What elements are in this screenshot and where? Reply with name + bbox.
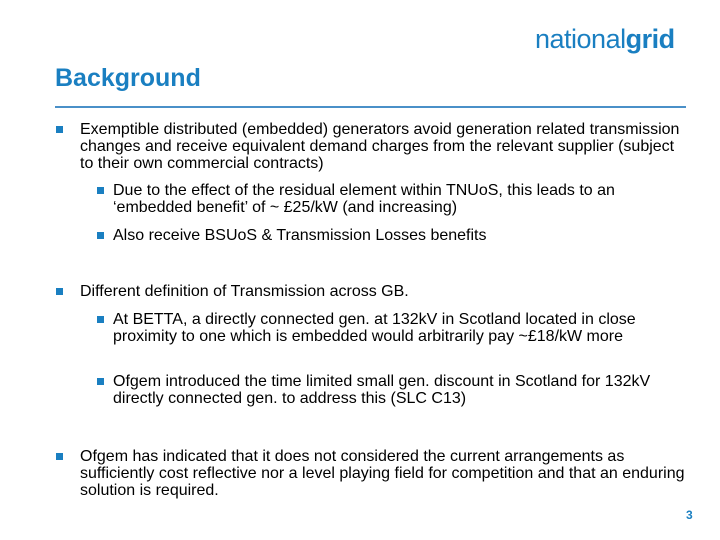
square-bullet-icon: [97, 232, 104, 239]
bullet-item: [80, 448, 690, 499]
bullet-text: Due to the effect of the residual element within TNUoS, this leads to an ‘embedded benefit’ of ~ £25/kW (and increasing): [113, 182, 615, 216]
page-number: 3: [686, 508, 693, 522]
bullet-item: [80, 121, 690, 172]
sub-bullet-item: [113, 311, 683, 345]
logo-text-national: national: [535, 24, 626, 54]
sub-bullet-item: [113, 227, 683, 244]
bullet-item: [80, 283, 690, 300]
square-bullet-icon: [56, 453, 63, 460]
title-divider: [55, 106, 686, 108]
bullet-text: Exemptible distributed (embedded) generators avoid generation related transmission changes and receive equivalent demand charges from the relevant supplier (subject to their own commercial contracts): [80, 121, 680, 172]
sub-bullet-item: [113, 182, 683, 216]
square-bullet-icon: [97, 316, 104, 323]
bullet-text: Also receive BSUoS & Transmission Losses benefits: [113, 227, 487, 244]
logo-text-grid: grid: [625, 24, 675, 54]
bullet-text: Ofgem has indicated that it does not considered the current arrangements as sufficiently cost reflective nor a level playing field for competition and that an enduring solution is required.: [80, 448, 685, 499]
bullet-text: At BETTA, a directly connected gen. at 132kV in Scotland located in close proximity to one which is embedded would arbitrarily pay ~£18/kW more: [113, 311, 636, 345]
square-bullet-icon: [97, 187, 104, 194]
national-grid-logo: [535, 24, 675, 55]
square-bullet-icon: [56, 126, 63, 133]
square-bullet-icon: [97, 378, 104, 385]
bullet-text: Different definition of Transmission across GB.: [80, 283, 409, 300]
bullet-text: Ofgem introduced the time limited small gen. discount in Scotland for 132kV directly connected gen. to address this (SLC C13): [113, 373, 651, 407]
sub-bullet-item: [113, 373, 683, 407]
page-title: Background: [55, 64, 201, 92]
square-bullet-icon: [56, 288, 63, 295]
